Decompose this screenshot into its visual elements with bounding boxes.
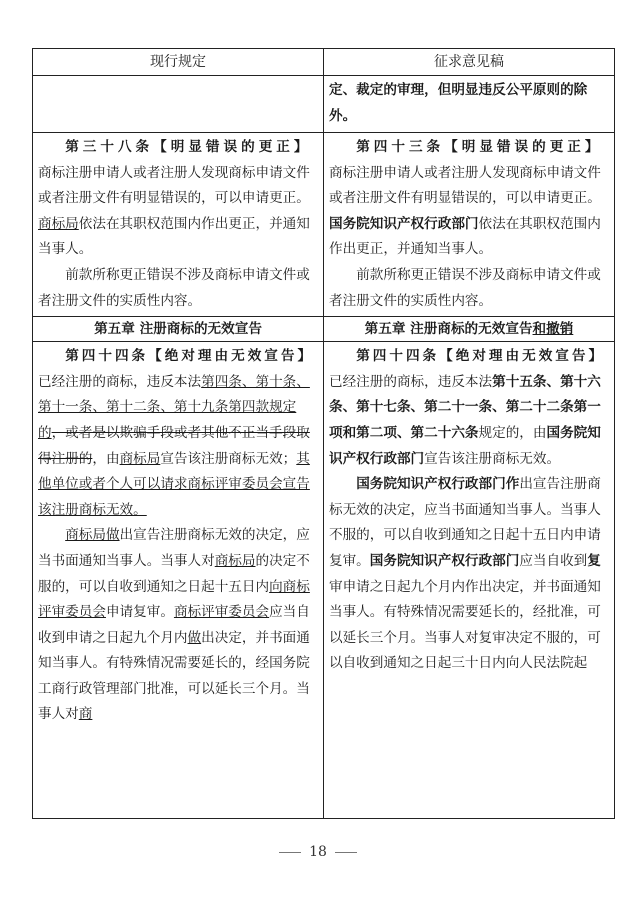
text: 已经注册的商标，违反本法 xyxy=(329,373,493,390)
text: 出宣告注册商标无效的决定，应当书面通知当事人。当事人对 xyxy=(38,527,310,569)
text-underlined: 商标局 xyxy=(214,552,256,569)
divider xyxy=(279,852,301,853)
cell-right-article-44 xyxy=(324,342,615,819)
cell-right-continuation xyxy=(324,76,615,133)
text-bold: 国务院知识产权行政部门 xyxy=(329,215,479,232)
text: 规定的，由 xyxy=(478,424,547,441)
text-bold: 国务院知识产权行政部门 xyxy=(369,552,520,569)
cell-left-article-44 xyxy=(33,342,324,819)
text: 出宣告注册商标无效的决定，应当书面通知当事人。当事人不服的，可以自收到通知之日起十五日内申请复审。 xyxy=(329,476,601,569)
paragraph xyxy=(329,472,609,677)
chapter-row xyxy=(33,317,615,342)
continuation-text: 定、裁定的审理，但明显违反公平原则的除外。 xyxy=(329,82,588,124)
text: 已经注册的商标，违反本法 xyxy=(38,373,202,390)
text: 应当自收到申请之日起九个月内 xyxy=(38,604,310,646)
text-bold: 国务院知识产权行政部门 xyxy=(329,424,601,467)
text: 第五章 注册商标的无效宣告 xyxy=(364,321,533,338)
text-bold: 国务院知识产权行政部门作 xyxy=(356,476,520,493)
text-underlined: 商标评审委员会 xyxy=(173,604,270,621)
divider xyxy=(335,852,357,853)
header-current-rules: 现行规定 xyxy=(33,49,324,76)
text: 出决定，并书面通知当事人。有特殊情况需要延长的，经国务院工商行政管理部门批准，可以延长三个月。当事人对 xyxy=(38,629,310,723)
paragraph xyxy=(38,523,318,728)
text-underlined: 规定的 xyxy=(38,399,297,441)
text-underlined: 向商标评审委员会 xyxy=(38,578,310,621)
paragraph xyxy=(38,344,318,523)
text-underlined: 商 xyxy=(78,706,93,723)
header-draft: 征求意见稿 xyxy=(324,49,615,76)
text: 申请复审。 xyxy=(105,604,174,621)
text-strikethrough: ，或者是以欺骗手段或者其他不正当手段取得注册的 xyxy=(38,424,310,467)
article-title: 第四十四条【绝对理由无效宣告】 xyxy=(356,348,606,365)
text: 审申请之日起九个月内作出决定，并书面通知当事人。有特殊情况需要延长的，经批准，可以延长三个月。当事人对复审决定不服的，可以自收到通知之日起三十日内向人民法院起 xyxy=(329,578,601,672)
text-bold: 复 xyxy=(587,552,601,569)
paragraph xyxy=(329,344,609,472)
cell-right-article-43 xyxy=(324,133,615,317)
cell-left-empty xyxy=(33,76,324,133)
text-underlined: 商标局 xyxy=(119,450,161,467)
text: 商标注册申请人或者注册人发现商标申请文件或者注册文件有明显错误的，可以申请更正。 xyxy=(329,164,601,207)
text: 应当自收到 xyxy=(519,552,588,569)
article-title: 第三十八条【明显错误的更正】 xyxy=(65,139,312,155)
text: 商标注册申请人或者注册人发现商标申请文件或者注册文件有明显错误的，可以申请更正。 xyxy=(38,164,310,207)
text: 依法在其职权范围内作出更正，并通知当事人。 xyxy=(329,215,601,258)
text-underlined: 和撤销 xyxy=(532,321,574,338)
chapter-title-left: 第五章 注册商标的无效宣告 xyxy=(33,317,324,342)
table-row xyxy=(33,133,615,317)
table-row xyxy=(33,76,615,133)
page-number-text: 18 xyxy=(309,844,327,860)
text: 依法在其职权范围内作出更正，并通知当事人。 xyxy=(38,215,310,258)
comparison-table xyxy=(32,48,615,819)
page-number xyxy=(0,844,636,860)
text-underlined: 其他单位或者个人可以请求商标评审委员会宣告该注册商标无效。 xyxy=(38,450,310,518)
chapter-title-right xyxy=(324,317,615,342)
text: 宣告该注册商标无效； xyxy=(160,450,297,467)
text-bold: 第十五条、第十六条、第十七条、第二十一条、第二十二条第一项和第二项、第二十六条 xyxy=(329,373,601,441)
article-title: 第四十四条【绝对理由无效宣告】 xyxy=(65,348,315,365)
table-header-row xyxy=(33,49,615,76)
text-underlined: 做 xyxy=(187,629,202,646)
paragraph xyxy=(38,135,318,263)
text: ，由 xyxy=(92,450,120,467)
paragraph: 前款所称更正错误不涉及商标申请文件或者注册文件的实质性内容。 xyxy=(38,266,310,309)
paragraph: 前款所称更正错误不涉及商标申请文件或者注册文件的实质性内容。 xyxy=(329,266,601,309)
paragraph xyxy=(329,135,609,263)
article-title: 第四十三条【明显错误的更正】 xyxy=(356,139,603,155)
text-underlined: 商标局做 xyxy=(65,527,120,544)
text-underlined: 商标局 xyxy=(38,215,79,232)
text: 宣告该注册商标无效。 xyxy=(424,450,561,467)
text-underlined: 第四条、第十条、第十一条、第十二条、第十九条第四款 xyxy=(38,373,310,416)
cell-left-article-38 xyxy=(33,133,324,317)
table-row xyxy=(33,342,615,819)
text: 的决定不服的，可以自收到通知之日起十五日内 xyxy=(38,552,310,595)
